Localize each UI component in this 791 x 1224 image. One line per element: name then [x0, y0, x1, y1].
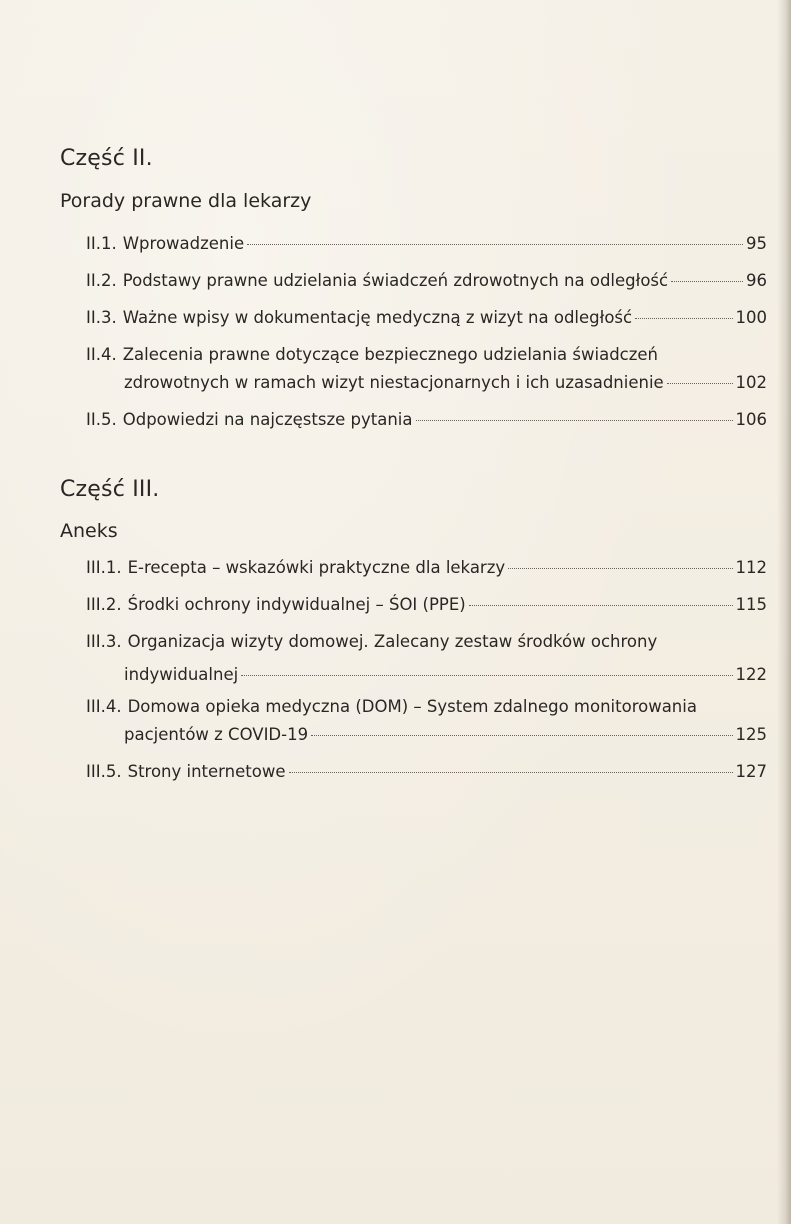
dot-leader — [469, 605, 733, 606]
entry-title: E-recepta – wskazówki praktyczne dla lekarzy — [127, 558, 506, 577]
entry-title-line-2: indywidualnej — [124, 665, 239, 684]
entry-page-number: 95 — [746, 234, 767, 253]
entry-title: Podstawy prawne udzielania świadczeń zdrowotnych na odległość — [122, 271, 669, 290]
toc-entry-ii-3[interactable] — [86, 306, 767, 330]
entry-page-number: 100 — [735, 308, 767, 327]
entry-title-line-2: zdrowotnych w ramach wizyt niestacjonarnych i ich uzasadnienie — [124, 373, 664, 392]
entry-title-line-1: Zalecenia prawne dotyczące bezpiecznego udzielania świadczeń — [122, 345, 659, 364]
part-iii-subtitle: Aneks — [60, 520, 118, 542]
entry-number: II.5. — [86, 410, 117, 429]
dot-leader — [508, 568, 732, 569]
entry-number: III.4. — [86, 697, 122, 716]
toc-entry-iii-1[interactable] — [86, 556, 767, 580]
toc-entry-ii-5[interactable] — [86, 408, 767, 432]
dot-leader — [416, 420, 733, 421]
dot-leader — [667, 383, 733, 384]
entry-page-number: 112 — [735, 558, 767, 577]
dot-leader — [311, 735, 732, 736]
toc-entry-ii-1[interactable] — [86, 232, 767, 256]
entry-title: Ważne wpisy w dokumentację medyczną z wizyt na odległość — [122, 308, 633, 327]
entry-title: Odpowiedzi na najczęstsze pytania — [122, 410, 413, 429]
toc-entry-iii-4[interactable] — [86, 695, 767, 747]
entry-number: III.5. — [86, 762, 122, 781]
toc-entry-ii-2[interactable] — [86, 269, 767, 293]
part-ii-heading: Część II. — [60, 146, 153, 171]
entry-number: II.1. — [86, 234, 117, 253]
entry-title: Strony internetowe — [127, 762, 286, 781]
toc-entry-ii-4[interactable] — [86, 343, 767, 395]
entry-number: II.3. — [86, 308, 117, 327]
dot-leader — [247, 244, 743, 245]
toc-entry-iii-3[interactable] — [86, 630, 767, 687]
dot-leader — [635, 318, 732, 319]
entry-number: III.1. — [86, 558, 122, 577]
dot-leader — [241, 675, 732, 676]
entry-page-number: 115 — [735, 595, 767, 614]
dot-leader — [289, 772, 733, 773]
toc-entry-iii-5[interactable] — [86, 760, 767, 784]
entry-number: III.3. — [86, 632, 122, 651]
entry-page-number: 96 — [746, 271, 767, 290]
entry-page-number: 106 — [735, 410, 767, 429]
entry-title: Środki ochrony indywidualnej – ŚOI (PPE) — [127, 595, 466, 614]
part-ii-subtitle: Porady prawne dla lekarzy — [60, 190, 312, 212]
entry-title-line-1: Domowa opieka medyczna (DOM) – System zdalnego monitorowania — [127, 697, 697, 716]
entry-number: II.4. — [86, 345, 117, 364]
entry-title-line-1: Organizacja wizyty domowej. Zalecany zestaw środków ochrony — [127, 632, 658, 651]
toc-entry-iii-2[interactable] — [86, 593, 767, 617]
entry-title-line-2: pacjentów z COVID-19 — [124, 725, 309, 744]
entry-page-number: 102 — [735, 373, 767, 392]
entry-page-number: 122 — [735, 665, 767, 684]
part-iii-heading: Część III. — [60, 477, 160, 502]
entry-title: Wprowadzenie — [122, 234, 245, 253]
page-binding-shadow — [777, 0, 791, 1224]
dot-leader — [671, 281, 743, 282]
entry-number: II.2. — [86, 271, 117, 290]
entry-page-number: 127 — [735, 762, 767, 781]
entry-number: III.2. — [86, 595, 122, 614]
entry-page-number: 125 — [735, 725, 767, 744]
